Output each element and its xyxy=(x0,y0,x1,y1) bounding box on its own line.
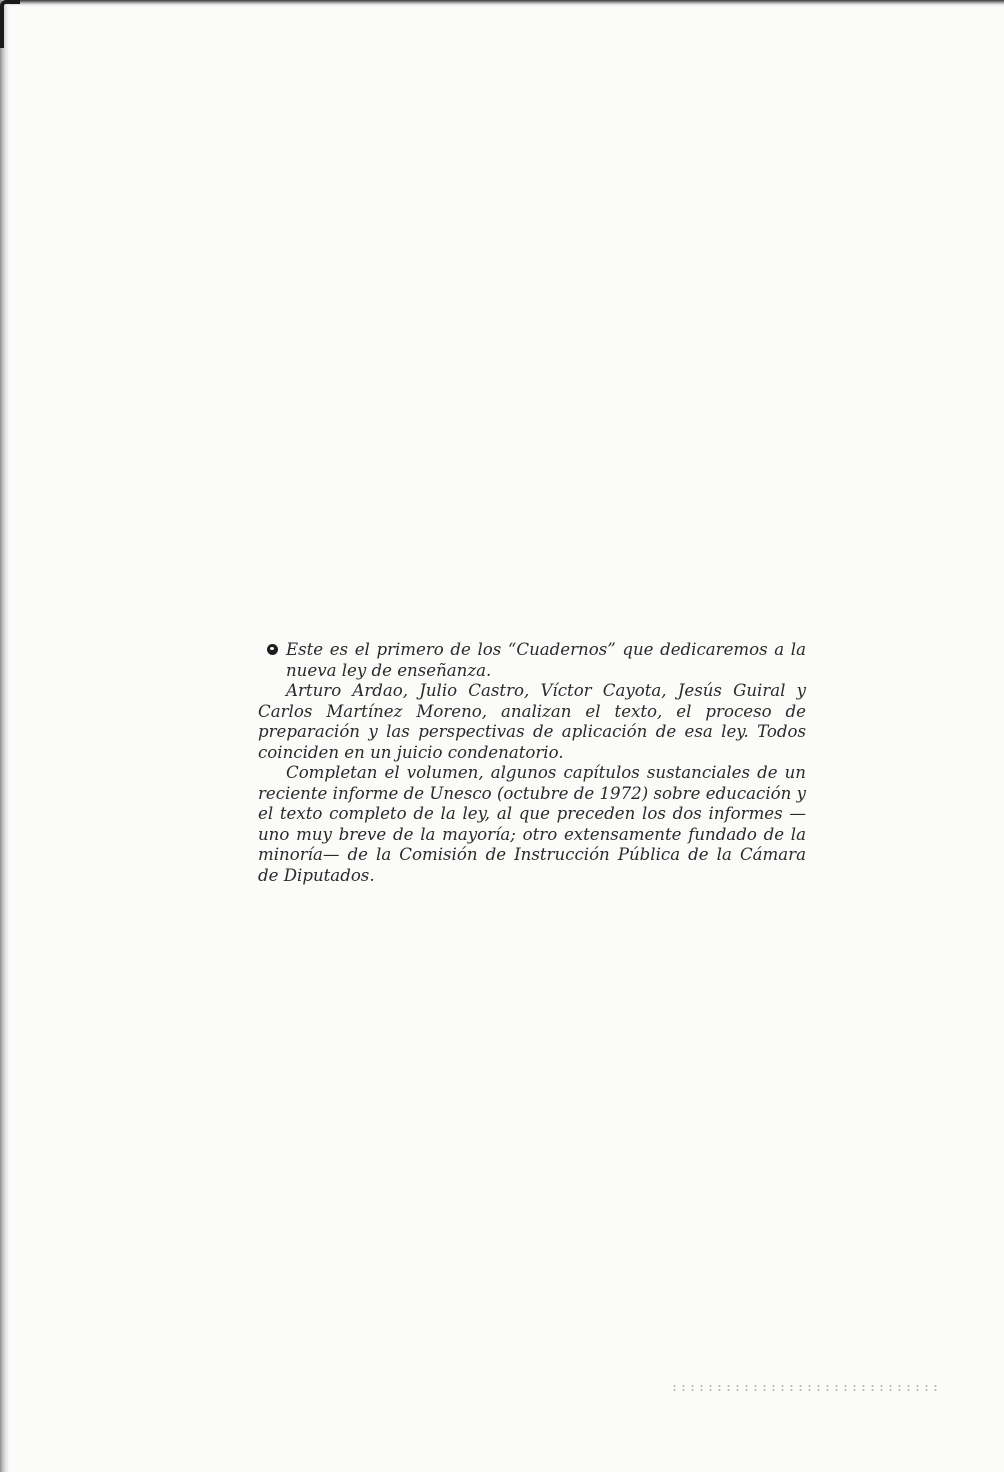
bullet-dot-icon xyxy=(267,644,278,655)
intro-paragraph-1 xyxy=(258,640,806,681)
scan-left-edge xyxy=(0,0,9,1472)
paragraph-1-text: Este es el primero de los “Cuadernos” que dedicaremos a la nueva ley de enseñanza. xyxy=(286,640,806,680)
intro-paragraph-2 xyxy=(258,681,806,763)
intro-paragraph-3 xyxy=(258,763,806,886)
scan-top-edge xyxy=(0,0,1004,6)
paragraph-3-text: Completan el volumen, algunos capítulos sustanciales de un reciente informe de Unesco (octubre de 1972) sobre educación y el texto completo de la ley, al que preceden los dos informes —uno muy breve de la mayoría; otro extensamente fundado de la minoría— de la Comisión de Instrucción Pública de la Cámara de Diputados. xyxy=(258,763,806,885)
paragraph-2-text: Arturo Ardao, Julio Castro, Víctor Cayota, Jesús Guiral y Carlos Martínez Moreno, analizan el texto, el proceso de preparación y las perspectivas de aplicación de esa ley. Todos coinciden en un juicio condenatorio. xyxy=(258,681,806,762)
intro-text-block xyxy=(258,640,806,886)
scan-noise xyxy=(670,1384,940,1392)
scan-corner-mark xyxy=(0,0,20,48)
